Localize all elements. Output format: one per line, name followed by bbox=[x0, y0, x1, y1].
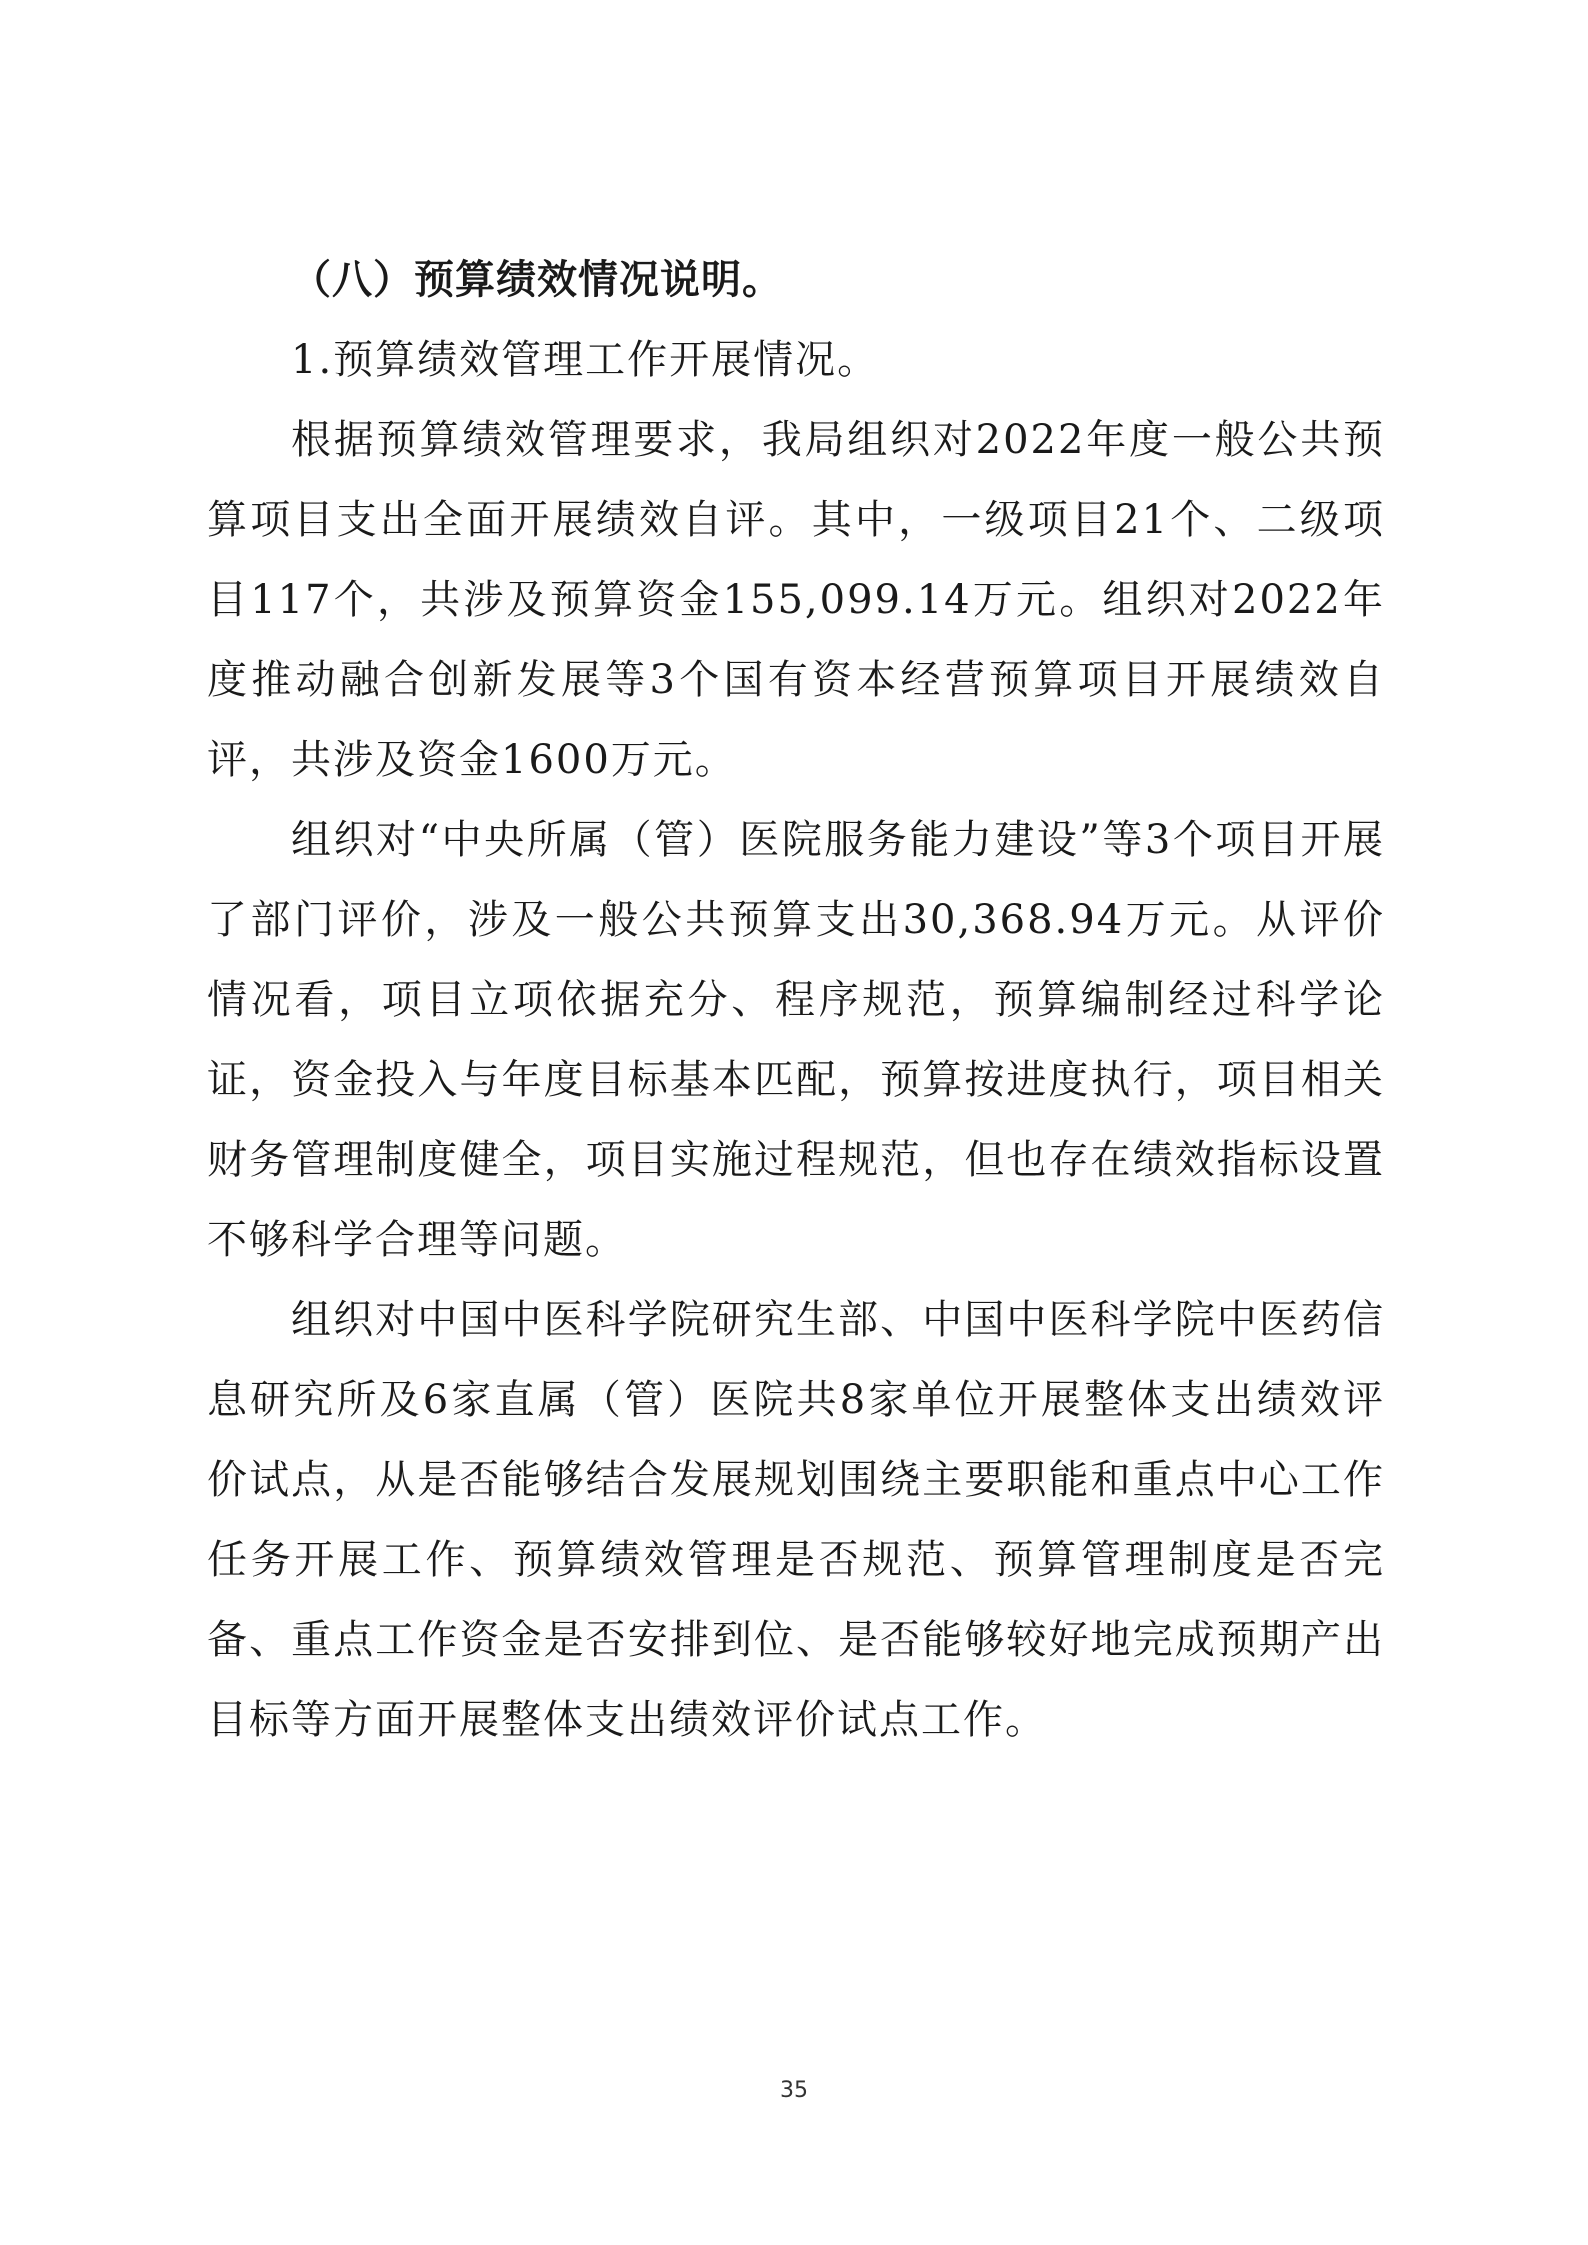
subheading: 1.预算绩效管理工作开展情况。 bbox=[291, 337, 880, 383]
page-number: 35 bbox=[780, 2078, 808, 2103]
document-body bbox=[207, 240, 1385, 1760]
section-heading: （八）预算绩效情况说明。 bbox=[291, 257, 783, 303]
paragraph-department-evaluation: 组织对“中央所属（管）医院服务能力建设”等3个项目开展了部门评价，涉及一般公共预算支出30,368.94万元。从评价情况看，项目立项依据充分、程序规范，预算编制经过科学论证，资金投入与年度目标基本匹配，预算按进度执行，项目相关财务管理制度健全，项目实施过程规范，但也存在绩效指标设置不够科学合理等问题。 bbox=[207, 817, 1385, 1263]
paragraph-overall-expenditure-pilot: 组织对中国中医科学院研究生部、中国中医科学院中医药信息研究所及6家直属（管）医院共8家单位开展整体支出绩效评价试点，从是否能够结合发展规划围绕主要职能和重点中心工作任务开展工作、预算绩效管理是否规范、预算管理制度是否完备、重点工作资金是否安排到位、是否能够较好地完成预期产出目标等方面开展整体支出绩效评价试点工作。 bbox=[207, 1297, 1385, 1743]
paragraph-self-evaluation: 根据预算绩效管理要求，我局组织对2022年度一般公共预算项目支出全面开展绩效自评。其中，一级项目21个、二级项目117个，共涉及预算资金155,099.14万元。组织对2022年度推动融合创新发展等3个国有资本经营预算项目开展绩效自评，共涉及资金1600万元。 bbox=[207, 417, 1385, 783]
